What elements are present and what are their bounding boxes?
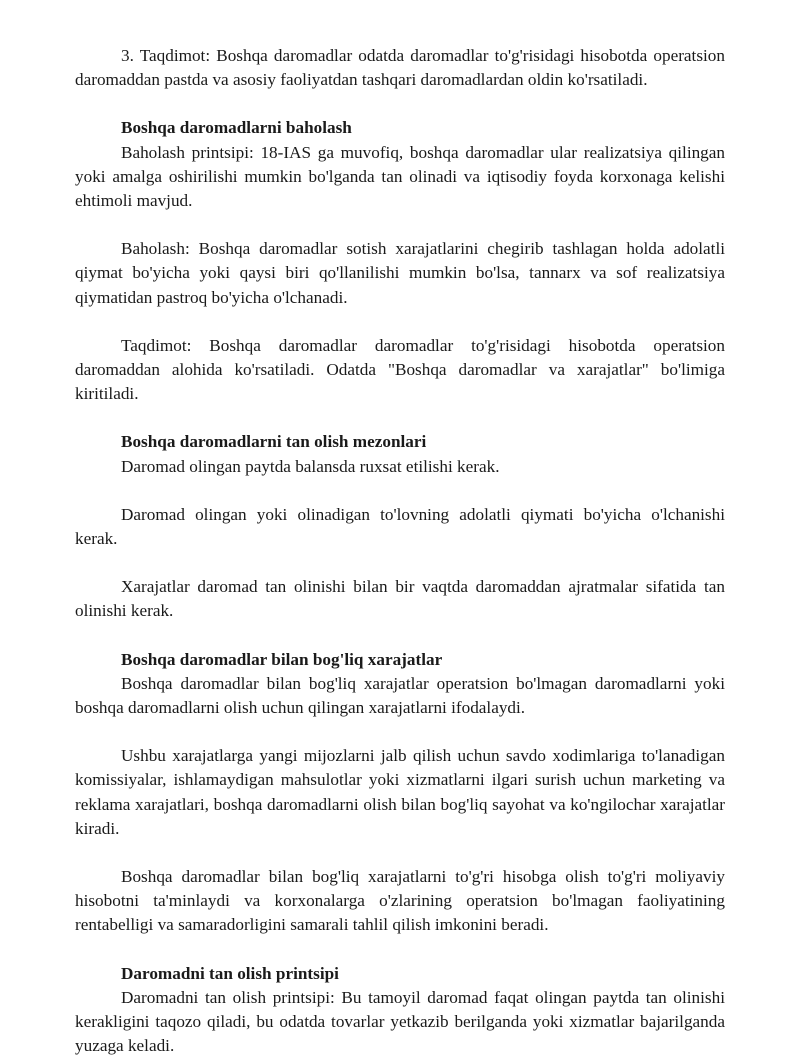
heading-recognition-criteria: Boshqa daromadlarni tan olish mezonlari xyxy=(121,432,427,452)
paragraph-criteria-3: Xarajatlar daromad tan olinishi bilan bir vaqtda daromaddan ajratmalar sifatida tan olinishi kerak. xyxy=(75,577,725,621)
paragraph-expenses-accounting: Boshqa daromadlar bilan bog'liq xarajatlarni to'g'ri hisobga olish to'g'ri moliyaviy hisobotni ta'minlaydi va korxonalarga o'zlarining operatsion bo'lmagan faoliyatining rentabelligi va samaradorligini samarali tahlil qilish imkonini beradi. xyxy=(75,867,725,935)
paragraph-revenue-recognition: Daromadni tan olish printsipi: Bu tamoyil daromad faqat olingan paytda tan olinishi kerakligini taqozo qiladi, bu odatda tovarlar yetkazib berilganda yoki xizmatlar bajarilganda yuzaga keladi. xyxy=(75,987,725,1056)
paragraph-valuation-principle: Baholash printsipi: 18-IAS ga muvofiq, boshqa daromadlar ular realizatsiya qilingan yoki amalga oshirilishi mumkin bo'lganda tan olinadi va iqtisodiy foyda korxonaga kelishi ehtimoli mavjud. xyxy=(75,142,725,211)
heading-revenue-recognition: Daromadni tan olish printsipi xyxy=(121,963,339,983)
paragraph-valuation: Baholash: Boshqa daromadlar sotish xarajatlarini chegirib tashlagan holda adolatli qiymat bo'yicha yoki qaysi biri qo'llanilishi mumkin bo'lsa, tannarx va sof realizatsiya qiymatidan pastroq bo'yicha o'lchanadi. xyxy=(75,239,725,307)
heading-valuation: Boshqa daromadlarni baholash xyxy=(121,118,352,138)
paragraph-criteria-2: Daromad olingan yoki olinadigan to'lovning adolatli qiymati bo'yicha o'lchanishi kerak. xyxy=(75,504,725,549)
paragraph-presentation-intro: 3. Taqdimot: Boshqa daromadlar odatda daromadlar to'g'risidagi hisobotda operatsion daromaddan pastda va asosiy faoliyatdan tashqari daromadlardan oldin ko'rsatiladi. xyxy=(75,46,725,90)
heading-related-expenses: Boshqa daromadlar bilan bog'liq xarajatlar xyxy=(121,649,443,669)
paragraph-criteria-1: Daromad olingan paytda balansda ruxsat etilishi kerak. xyxy=(121,456,500,476)
paragraph-expenses-definition: Boshqa daromadlar bilan bog'liq xarajatlar operatsion bo'lmagan daromadlarni yoki boshqa daromadlarni olish uchun qilingan xarajatlarni ifodalaydi. xyxy=(75,673,725,718)
paragraph-expenses-examples: Ushbu xarajatlarga yangi mijozlarni jalb qilish uchun savdo xodimlariga to'lanadigan komissiyalar, ishlamaydigan mahsulotlar yoki xizmatlarni ilgari surish uchun marketing va reklama xarajatlari, boshqa daromadlarni olish bilan bog'liq sayohat va ko'ngilochar xarajatlar kiradi. xyxy=(75,746,725,838)
paragraph-presentation: Taqdimot: Boshqa daromadlar daromadlar to'g'risidagi hisobotda operatsion daromaddan alohida ko'rsatiladi. Odatda "Boshqa daromadlar va xarajatlar" bo'limiga kiritiladi. xyxy=(75,335,725,404)
